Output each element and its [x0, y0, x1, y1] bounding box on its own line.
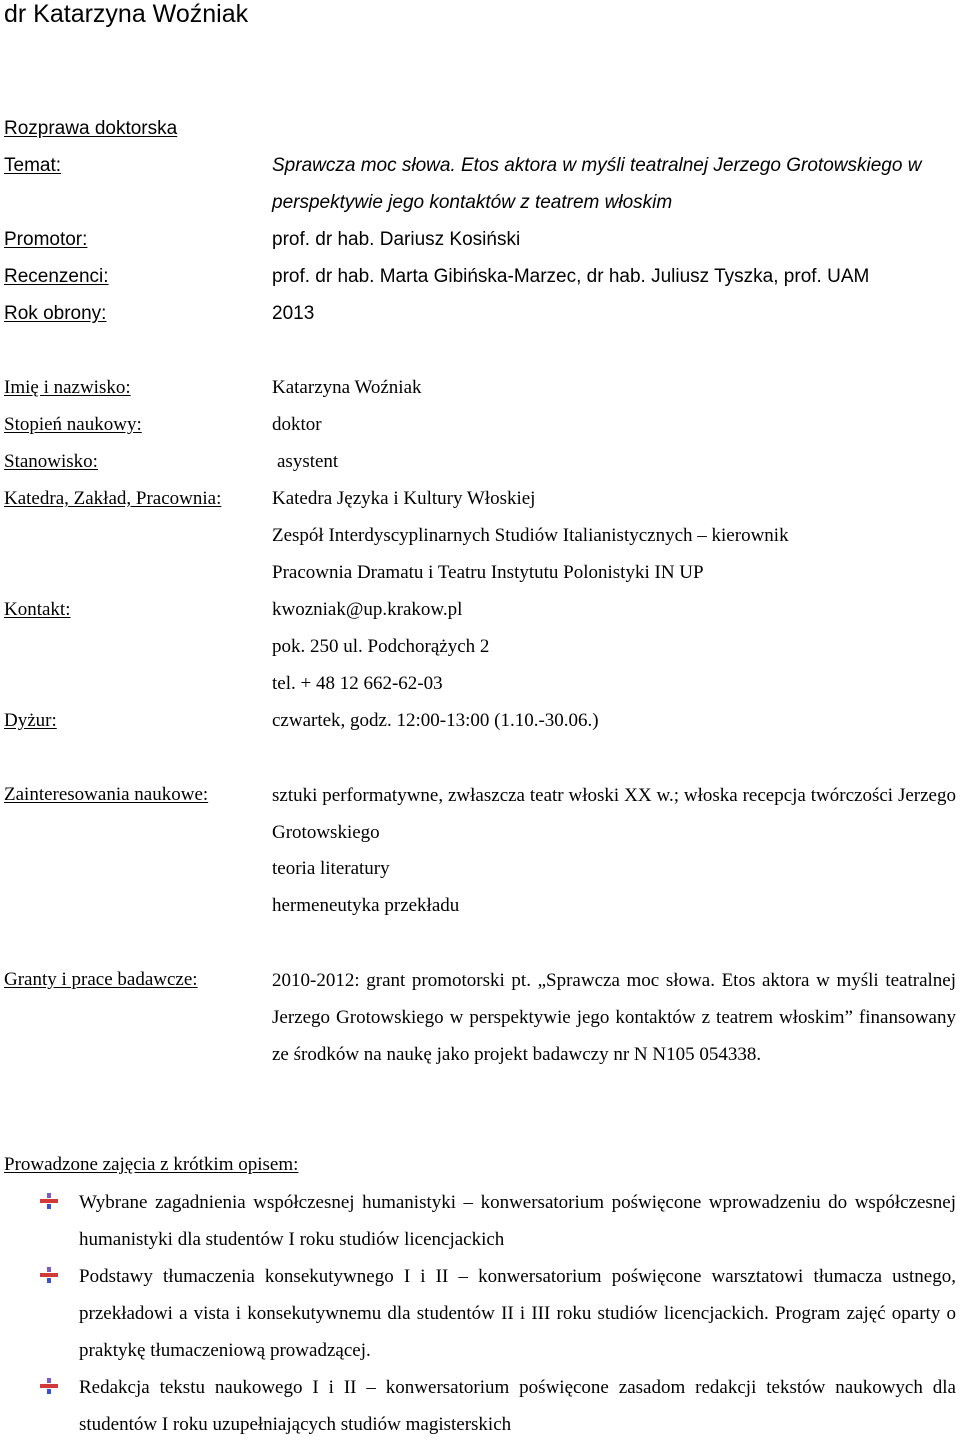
stacked-arrow-bullet-icon [40, 1193, 58, 1209]
promoter-value: prof. dr hab. Dariusz Kosiński [272, 229, 521, 250]
interests-label: Zainteresowania naukowe: [4, 784, 209, 805]
contact-email[interactable]: kwozniak@up.krakow.pl [272, 599, 463, 620]
contact-label: Kontakt: [4, 599, 71, 620]
topic-value-line2: perspektywie jego kontaktów z teatrem włoskim [272, 192, 673, 213]
dissertation-heading: Rozprawa doktorska [4, 118, 178, 139]
grants-text: 2010-2012: grant promotorski pt. „Sprawcza moc słowa. Etos aktora w myśli teatralnej Jerzego Grotowskiego w perspektywie jego kontaktów z teatrem włoskim” finansowany ze środków na naukę jako projekt badawczy nr N N105 054338. [272, 970, 956, 1065]
courses-label: Prowadzone zajęcia z krótkim opisem: [4, 1154, 299, 1175]
year-value: 2013 [272, 303, 315, 324]
interests-item: hermeneutyka przekładu [272, 895, 460, 916]
duty-value: czwartek, godz. 12:00-13:00 (1.10.-30.06.) [272, 710, 599, 731]
unit-line: Zespół Interdyscyplinarnych Studiów Italianistycznych – kierownik [272, 525, 789, 546]
topic-label: Temat: [4, 155, 62, 176]
name-label: Imię i nazwisko: [4, 377, 131, 398]
page-title: dr Katarzyna Woźniak [4, 0, 249, 28]
stacked-arrow-bullet-icon [40, 1267, 58, 1283]
year-label: Rok obrony: [4, 303, 107, 324]
name-value: Katarzyna Woźniak [272, 377, 422, 398]
interests-text: sztuki performatywne, zwłaszcza teatr włoski XX w.; włoska recepcja twórczości Jerzego Grotowskiego [272, 785, 956, 843]
contact-room: pok. 250 ul. Podchorążych 2 [272, 636, 490, 657]
unit-label: Katedra, Zakład, Pracownia: [4, 488, 222, 509]
unit-line: Pracownia Dramatu i Teatru Instytutu Polonistyki IN UP [272, 562, 704, 583]
reviewers-value: prof. dr hab. Marta Gibińska-Marzec, dr hab. Juliusz Tyszka, prof. UAM [272, 266, 870, 287]
topic-value-line1: Sprawcza moc słowa. Etos aktora w myśli teatralnej Jerzego Grotowskiego w [272, 155, 922, 176]
grants-label: Granty i prace badawcze: [4, 969, 198, 990]
course-item: Wybrane zagadnienia współczesnej humanistyki – konwersatorium poświęcone wprowadzeniu do współczesnej humanistyki dla studentów I roku studiów licencjackich [79, 1192, 956, 1250]
promoter-label: Promotor: [4, 229, 88, 250]
stacked-arrow-bullet-icon [40, 1378, 58, 1394]
unit-line: Katedra Języka i Kultury Włoskiej [272, 488, 536, 509]
position-value: asystent [277, 451, 339, 472]
reviewers-label: Recenzenci: [4, 266, 109, 287]
contact-phone: tel. + 48 12 662-62-03 [272, 673, 443, 694]
interests-item: teoria literatury [272, 858, 390, 879]
course-item: Redakcja tekstu naukowego I i II – konwersatorium poświęcone zasadom redakcji tekstów naukowych dla studentów I roku uzupełniających studiów magisterskich [79, 1377, 956, 1435]
position-label: Stanowisko: [4, 451, 98, 472]
degree-value: doktor [272, 414, 322, 435]
course-item: Podstawy tłumaczenia konsekutywnego I i II – konwersatorium poświęcone warsztatowi tłumacza ustnego, przekładowi a vista i konsekutywnemu dla studentów II i III roku studiów licencjackich. Program zajęć oparty o praktykę tłumaczeniową prowadzącej. [79, 1266, 956, 1361]
degree-label: Stopień naukowy: [4, 414, 142, 435]
duty-label: Dyżur: [4, 710, 57, 731]
